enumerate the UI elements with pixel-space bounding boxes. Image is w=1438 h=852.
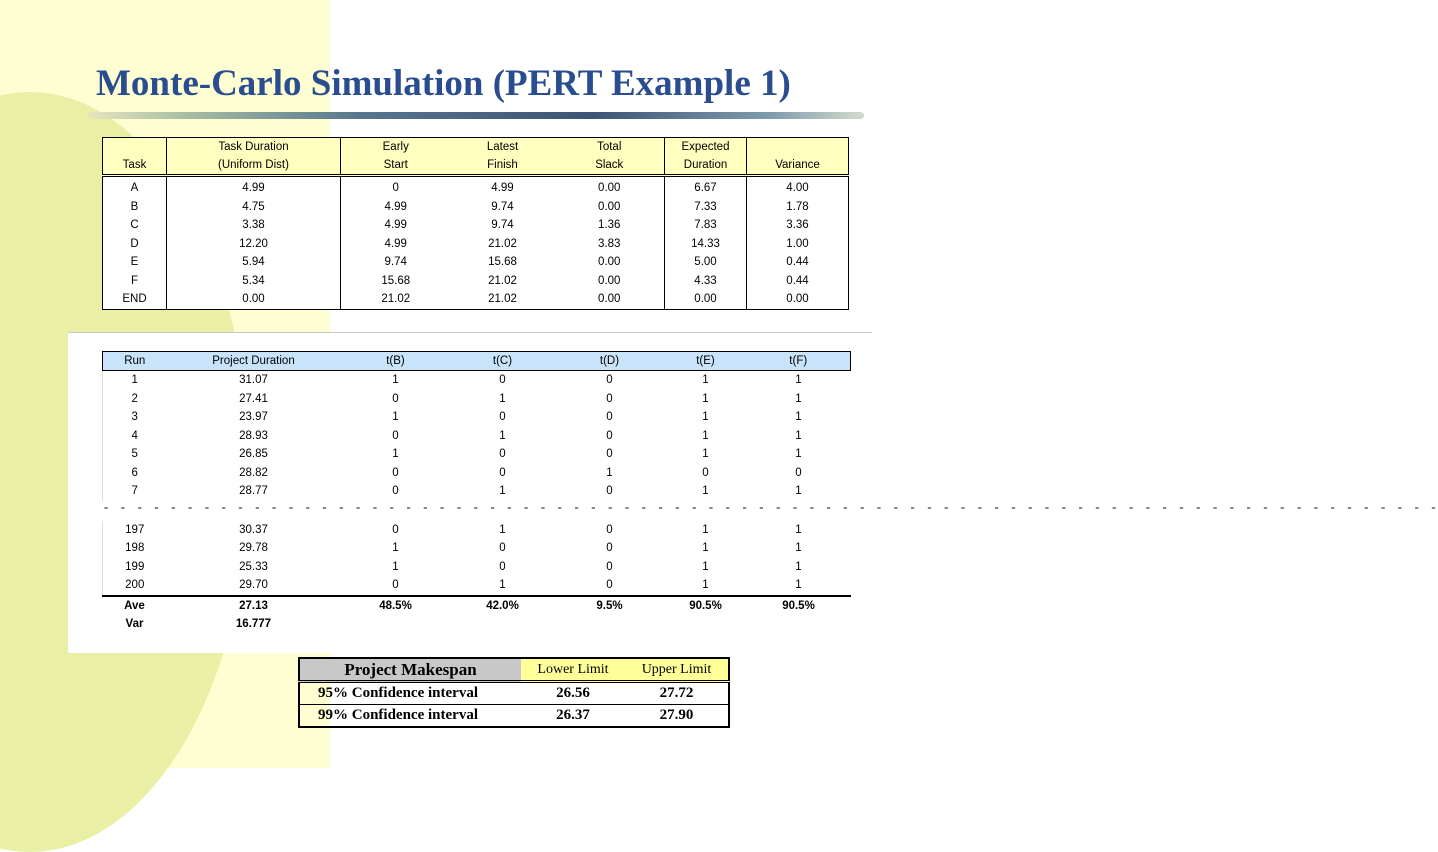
run-row bbox=[103, 482, 851, 501]
run-cell: 0 bbox=[499, 542, 506, 555]
run-cell: 0 bbox=[392, 392, 399, 405]
task-header-cell: Early bbox=[341, 138, 451, 157]
task-row bbox=[103, 290, 849, 309]
task-table-header-row bbox=[103, 156, 849, 176]
run-cell: 0 bbox=[606, 392, 613, 405]
run-cell: 2 bbox=[103, 390, 167, 409]
task-cell: 0.00 bbox=[598, 274, 621, 287]
average-row bbox=[103, 596, 851, 616]
run-cell: 0 bbox=[392, 523, 399, 536]
task-cell: 15.68 bbox=[488, 256, 517, 269]
task-cell: 21.02 bbox=[341, 290, 451, 309]
makespan-header: Project Makespan bbox=[299, 658, 521, 682]
run-cell: 197 bbox=[103, 521, 167, 540]
run-row bbox=[103, 427, 851, 446]
task-header-cell bbox=[747, 138, 849, 157]
run-cell: 198 bbox=[103, 539, 167, 558]
average-cell: 9.5% bbox=[596, 599, 623, 612]
run-cell: 0 bbox=[499, 466, 506, 479]
task-cell: 9.74 bbox=[341, 253, 451, 272]
run-cell: 1 bbox=[702, 411, 709, 424]
task-cell: 4.99 bbox=[167, 176, 341, 198]
runs-header-cell: Project Duration bbox=[167, 352, 341, 371]
task-cell: 21.02 bbox=[488, 237, 517, 250]
empty-cell bbox=[451, 615, 555, 634]
run-cell: 31.07 bbox=[239, 374, 268, 387]
run-cell: 1 bbox=[392, 542, 399, 555]
run-cell: 4 bbox=[103, 427, 167, 446]
task-header-cell: Finish bbox=[451, 156, 555, 176]
run-cell: 1 bbox=[702, 485, 709, 498]
task-cell: END bbox=[122, 293, 147, 306]
task-cell: 14.33 bbox=[665, 235, 747, 254]
task-cell: F bbox=[130, 274, 139, 287]
task-cell: 1.00 bbox=[747, 235, 849, 254]
makespan-header-row bbox=[299, 658, 729, 682]
task-cell: 3.36 bbox=[747, 216, 849, 235]
upper-limit-value: 27.72 bbox=[625, 682, 729, 705]
run-row bbox=[103, 521, 851, 540]
task-cell: 0.00 bbox=[167, 290, 341, 309]
confidence-label: 99% Confidence interval bbox=[318, 707, 478, 723]
task-cell: 5.34 bbox=[167, 272, 341, 291]
task-cell: 4.75 bbox=[167, 198, 341, 217]
run-row bbox=[103, 464, 851, 483]
run-cell: 0 bbox=[606, 429, 613, 442]
average-cell: 48.5% bbox=[379, 599, 412, 612]
task-header-cell: Total bbox=[555, 138, 665, 157]
task-table bbox=[102, 137, 849, 310]
run-cell: 27.41 bbox=[239, 392, 268, 405]
slide-title: Monte-Carlo Simulation (PERT Example 1) bbox=[96, 63, 791, 104]
runs-table bbox=[102, 351, 1438, 634]
run-cell: 1 bbox=[702, 560, 709, 573]
run-cell: 1 bbox=[702, 374, 709, 387]
upper-limit-header: Upper Limit bbox=[625, 658, 729, 682]
title-underline bbox=[88, 112, 864, 119]
run-cell: 25.33 bbox=[239, 560, 268, 573]
run-cell: 0 bbox=[499, 411, 506, 424]
run-row bbox=[103, 408, 851, 427]
task-cell: 0.00 bbox=[598, 182, 621, 195]
lower-limit-header: Lower Limit bbox=[521, 658, 625, 682]
empty-cell bbox=[341, 615, 451, 634]
run-row bbox=[103, 445, 851, 464]
task-header-cell: Expected bbox=[665, 138, 747, 157]
run-cell: 0 bbox=[606, 485, 613, 498]
runs-header-cell: t(D) bbox=[555, 352, 665, 371]
run-cell: 1 bbox=[702, 523, 709, 536]
run-cell: 0 bbox=[606, 542, 613, 555]
run-cell: 6 bbox=[103, 464, 167, 483]
average-cell: 90.5% bbox=[689, 599, 722, 612]
task-row bbox=[103, 176, 849, 198]
task-cell: 3.38 bbox=[167, 216, 341, 235]
task-cell: 1.36 bbox=[598, 219, 621, 232]
task-cell: 5.94 bbox=[167, 253, 341, 272]
run-cell: 0 bbox=[392, 466, 399, 479]
task-cell: C bbox=[130, 219, 139, 232]
run-cell: 28.77 bbox=[239, 485, 268, 498]
task-cell: 4.99 bbox=[341, 216, 451, 235]
run-cell: 1 bbox=[665, 576, 747, 596]
task-cell: 0.00 bbox=[598, 293, 621, 306]
task-cell: 21.02 bbox=[488, 293, 517, 306]
average-cell: 42.0% bbox=[486, 599, 519, 612]
average-cell: 90.5% bbox=[782, 599, 815, 612]
run-cell: 1 bbox=[747, 576, 851, 596]
run-cell: 1 bbox=[795, 429, 802, 442]
task-cell: 0 bbox=[341, 176, 451, 198]
task-cell: 4.99 bbox=[341, 235, 451, 254]
run-cell: 1 bbox=[795, 485, 802, 498]
average-cell: Ave bbox=[124, 599, 145, 612]
task-cell: 4.33 bbox=[665, 272, 747, 291]
task-header-cell: Variance bbox=[747, 156, 849, 176]
variance-cell: Var bbox=[125, 618, 144, 631]
run-cell: 30.37 bbox=[239, 523, 268, 536]
task-header-cell: Duration bbox=[665, 156, 747, 176]
run-cell: 1 bbox=[702, 448, 709, 461]
run-cell: 0 bbox=[606, 560, 613, 573]
task-cell: 9.74 bbox=[491, 200, 514, 213]
run-cell: 1 bbox=[795, 542, 802, 555]
run-cell: 26.85 bbox=[239, 448, 268, 461]
task-cell: 1.78 bbox=[747, 198, 849, 217]
run-cell: 0 bbox=[606, 523, 613, 536]
run-cell: 1 bbox=[392, 374, 399, 387]
empty-cell bbox=[665, 615, 747, 634]
run-cell: 200 bbox=[103, 576, 167, 596]
task-cell: D bbox=[130, 237, 139, 250]
run-cell: 1 bbox=[499, 523, 506, 536]
confidence-row-99 bbox=[299, 705, 729, 728]
task-cell: 3.83 bbox=[598, 237, 621, 250]
run-cell: 28.93 bbox=[239, 429, 268, 442]
runs-table-header-row bbox=[103, 352, 851, 371]
empty-cell bbox=[555, 615, 665, 634]
runs-header-cell: Run bbox=[103, 352, 167, 371]
task-header-cell: (Uniform Dist) bbox=[167, 156, 341, 176]
run-row bbox=[103, 371, 851, 390]
run-cell: 1 bbox=[795, 560, 802, 573]
task-cell: 4.99 bbox=[341, 198, 451, 217]
task-table-header-row bbox=[103, 138, 849, 157]
task-cell: 0.00 bbox=[665, 290, 747, 309]
run-cell: 1 bbox=[795, 411, 802, 424]
run-cell: 1 bbox=[795, 374, 802, 387]
run-cell: 1 bbox=[702, 542, 709, 555]
average-cell: 27.13 bbox=[239, 599, 268, 612]
run-cell: 1 bbox=[451, 576, 555, 596]
run-cell: 0 bbox=[606, 448, 613, 461]
run-cell: 1 bbox=[103, 371, 167, 390]
task-row bbox=[103, 198, 849, 217]
runs-header-cell: t(E) bbox=[665, 352, 747, 371]
empty-cell bbox=[747, 615, 851, 634]
lower-limit-value: 26.56 bbox=[521, 682, 625, 705]
runs-header-cell: t(C) bbox=[451, 352, 555, 371]
task-cell: 9.74 bbox=[491, 219, 514, 232]
task-cell: 0.00 bbox=[598, 256, 621, 269]
task-header-cell: Slack bbox=[555, 156, 665, 176]
run-cell: 1 bbox=[392, 411, 399, 424]
run-cell: 0 bbox=[795, 466, 802, 479]
run-cell: 0 bbox=[499, 374, 506, 387]
variance-cell: 16.777 bbox=[235, 618, 272, 631]
task-header-cell: Start bbox=[341, 156, 451, 176]
task-row bbox=[103, 216, 849, 235]
run-cell: 7 bbox=[103, 482, 167, 501]
run-row bbox=[103, 390, 851, 409]
task-cell: 0.44 bbox=[747, 253, 849, 272]
task-row bbox=[103, 272, 849, 291]
task-cell: 0.00 bbox=[747, 290, 849, 309]
makespan-table bbox=[298, 657, 730, 728]
run-cell: 1 bbox=[499, 485, 506, 498]
run-cell: 1 bbox=[795, 523, 802, 536]
task-cell: B bbox=[130, 200, 139, 213]
task-row bbox=[103, 253, 849, 272]
run-cell: 29.70 bbox=[167, 576, 341, 596]
task-cell: 7.33 bbox=[665, 198, 747, 217]
runs-header-cell: t(B) bbox=[341, 352, 451, 371]
run-cell: 0 bbox=[702, 466, 709, 479]
task-header-cell bbox=[103, 138, 167, 157]
task-row bbox=[103, 235, 849, 254]
run-cell: 1 bbox=[795, 392, 802, 405]
run-cell: 1 bbox=[606, 466, 613, 479]
run-row bbox=[103, 576, 851, 596]
run-cell: 1 bbox=[702, 429, 709, 442]
task-cell: 12.20 bbox=[167, 235, 341, 254]
task-header-cell: Task Duration bbox=[167, 138, 341, 157]
run-cell: 0 bbox=[499, 560, 506, 573]
run-cell: 0 bbox=[606, 411, 613, 424]
task-cell: E bbox=[130, 256, 139, 269]
run-separator-cell bbox=[102, 500, 1438, 521]
task-cell: 6.67 bbox=[665, 176, 747, 198]
task-cell: A bbox=[130, 182, 139, 195]
run-row bbox=[103, 558, 851, 577]
run-cell: 29.78 bbox=[239, 542, 268, 555]
confidence-label: 95% Confidence interval bbox=[299, 682, 521, 705]
task-cell: 7.83 bbox=[665, 216, 747, 235]
task-header-cell: Latest bbox=[451, 138, 555, 157]
run-cell: 23.97 bbox=[239, 411, 268, 424]
lower-limit-value: 26.37 bbox=[556, 707, 590, 723]
task-cell: 0.00 bbox=[598, 200, 621, 213]
task-cell: 5.00 bbox=[665, 253, 747, 272]
run-separator-row bbox=[103, 501, 851, 521]
run-cell: 0 bbox=[392, 429, 399, 442]
run-cell: 5 bbox=[103, 445, 167, 464]
runs-header-cell: t(F) bbox=[747, 352, 851, 371]
run-cell: 1 bbox=[499, 429, 506, 442]
run-cell: 0 bbox=[555, 576, 665, 596]
run-cell: 1 bbox=[499, 392, 506, 405]
task-header-cell: Task bbox=[103, 156, 167, 176]
run-cell: 0 bbox=[341, 576, 451, 596]
run-cell: 1 bbox=[795, 448, 802, 461]
confidence-row-95 bbox=[299, 682, 729, 705]
run-cell: 3 bbox=[103, 408, 167, 427]
task-cell: 15.68 bbox=[341, 272, 451, 291]
run-separator: - - - - - - - - - - - - - - - - - - - - - - - - - - - - - - - - - - - - - - - - - - - - - - - - - - - - - - - - - - - - - - - - - - - - - - - - - - - - - - - - bbox=[102, 500, 1438, 515]
task-cell: 21.02 bbox=[488, 274, 517, 287]
run-cell: 1 bbox=[392, 560, 399, 573]
run-cell: 0 bbox=[392, 485, 399, 498]
variance-row bbox=[103, 615, 851, 634]
task-cell: 4.99 bbox=[491, 182, 514, 195]
run-cell: 28.82 bbox=[239, 466, 268, 479]
upper-limit-value: 27.90 bbox=[659, 707, 694, 723]
run-cell: 199 bbox=[103, 558, 167, 577]
task-cell: 4.00 bbox=[747, 176, 849, 198]
run-cell: 1 bbox=[702, 392, 709, 405]
run-cell: 0 bbox=[606, 374, 613, 387]
run-cell: 0 bbox=[499, 448, 506, 461]
task-cell: 0.44 bbox=[747, 272, 849, 291]
run-cell: 1 bbox=[392, 448, 399, 461]
run-row bbox=[103, 539, 851, 558]
